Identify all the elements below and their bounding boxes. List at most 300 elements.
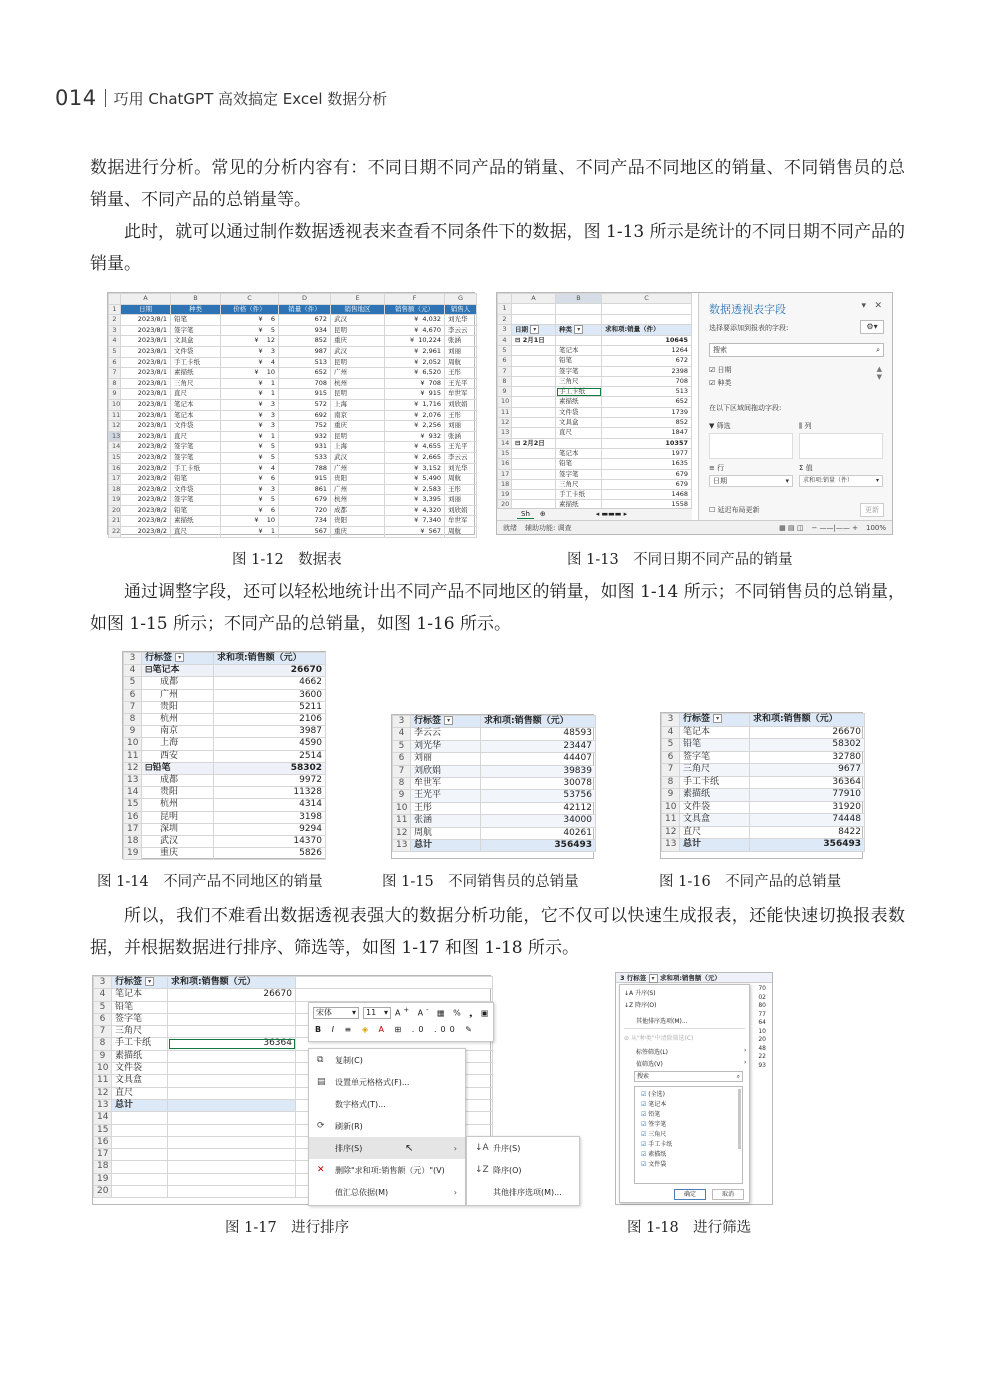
type-cell[interactable]: 文具盒 bbox=[171, 336, 221, 347]
row-number[interactable]: 7 bbox=[94, 1026, 112, 1038]
group-total[interactable]: 10357 bbox=[602, 438, 692, 448]
group-label[interactable]: ⊟铅笔 bbox=[142, 762, 214, 774]
row-value[interactable]: 36364 bbox=[168, 1038, 296, 1050]
region-cell[interactable]: 广州 bbox=[331, 484, 385, 495]
product-label[interactable]: 素描纸 bbox=[556, 500, 602, 510]
menu-refresh[interactable] bbox=[309, 1115, 465, 1137]
product-label[interactable]: 手工卡纸 bbox=[556, 490, 602, 500]
row-number[interactable]: 9 bbox=[124, 726, 142, 738]
column-header[interactable]: B bbox=[556, 294, 602, 304]
row-number[interactable]: 18 bbox=[109, 484, 121, 495]
ok-button[interactable]: 确定 bbox=[674, 1189, 706, 1200]
product-label[interactable]: 签字笔 bbox=[556, 366, 602, 376]
row-label[interactable] bbox=[112, 1149, 168, 1161]
product-label[interactable]: 笔记本 bbox=[556, 448, 602, 458]
region-cell[interactable]: 昆明 bbox=[331, 325, 385, 336]
date-cell[interactable]: 2023/8/1 bbox=[121, 389, 171, 400]
grand-total-label[interactable]: 总计 bbox=[411, 840, 481, 852]
value-header[interactable]: 求和项:销售额（元） bbox=[750, 714, 865, 727]
row-number[interactable]: 15 bbox=[109, 452, 121, 463]
filter-sort-asc[interactable] bbox=[624, 988, 656, 997]
quantity-cell[interactable]: 852 bbox=[279, 336, 331, 347]
type-cell[interactable]: 签字笔 bbox=[171, 325, 221, 336]
product-label[interactable]: 笔记本 bbox=[556, 345, 602, 355]
product-value[interactable]: 852 bbox=[602, 418, 692, 428]
filter-check-item[interactable] bbox=[641, 1110, 742, 1120]
region-label[interactable]: 成都 bbox=[142, 677, 214, 689]
row-number[interactable]: 12 bbox=[94, 1087, 112, 1099]
row-number[interactable]: 15 bbox=[94, 1124, 112, 1136]
amount-cell[interactable]: ¥ 4,670 bbox=[385, 325, 445, 336]
salesperson-cell[interactable]: 王光平 bbox=[445, 378, 477, 389]
row-label-header[interactable]: 行标签 ▾ bbox=[142, 653, 214, 665]
amount-cell[interactable]: ¥ 10,224 bbox=[385, 336, 445, 347]
price-cell[interactable]: ¥ 6 bbox=[221, 315, 279, 326]
salesperson-cell[interactable]: 王光平 bbox=[445, 442, 477, 453]
quantity-cell[interactable]: 572 bbox=[279, 399, 331, 410]
type-cell[interactable]: 铅笔 bbox=[171, 474, 221, 485]
product-label[interactable]: 三角尺 bbox=[556, 376, 602, 386]
product-value[interactable]: 1468 bbox=[602, 490, 692, 500]
update-button[interactable]: 更新 bbox=[860, 503, 884, 517]
row-value[interactable]: 42112 bbox=[481, 802, 596, 814]
region-cell[interactable]: 广州 bbox=[331, 368, 385, 379]
row-label[interactable]: 笔记本 bbox=[112, 989, 168, 1001]
row-label[interactable] bbox=[112, 1112, 168, 1124]
type-cell[interactable]: 文件袋 bbox=[171, 346, 221, 357]
row-number[interactable]: 9 bbox=[662, 789, 680, 802]
salesperson-cell[interactable]: 刘丽 bbox=[445, 346, 477, 357]
row-number[interactable]: 3 bbox=[393, 716, 411, 728]
header-cell[interactable]: 销售额（元） bbox=[385, 304, 445, 315]
row-label[interactable] bbox=[112, 1173, 168, 1185]
region-label[interactable]: 上海 bbox=[142, 738, 214, 750]
date-cell[interactable]: 2023/8/1 bbox=[121, 346, 171, 357]
filter-check-item[interactable] bbox=[641, 1100, 742, 1110]
empty-cell[interactable] bbox=[512, 428, 556, 438]
row-number[interactable]: 5 bbox=[124, 677, 142, 689]
empty-cell[interactable] bbox=[512, 459, 556, 469]
row-number[interactable]: 13 bbox=[94, 1099, 112, 1111]
product-value[interactable]: 1635 bbox=[602, 459, 692, 469]
row-number[interactable]: 12 bbox=[662, 826, 680, 839]
row-value[interactable] bbox=[168, 1026, 296, 1038]
region-cell[interactable]: 武汉 bbox=[331, 315, 385, 326]
region-label[interactable]: 重庆 bbox=[142, 848, 214, 860]
region-label[interactable]: 深圳 bbox=[142, 823, 214, 835]
row-label[interactable]: 牟世军 bbox=[411, 778, 481, 790]
row-number[interactable]: 18 bbox=[94, 1161, 112, 1173]
product-value[interactable]: 1558 bbox=[602, 500, 692, 510]
row-number[interactable]: 10 bbox=[109, 399, 121, 410]
row-value[interactable]: 26670 bbox=[168, 989, 296, 1001]
row-number[interactable]: 12 bbox=[498, 418, 512, 428]
header-cell[interactable]: 种类 bbox=[171, 304, 221, 315]
row-number[interactable]: 8 bbox=[109, 378, 121, 389]
date-cell[interactable]: 2023/8/2 bbox=[121, 527, 171, 538]
row-value[interactable] bbox=[168, 1136, 296, 1148]
empty-cell[interactable] bbox=[512, 407, 556, 417]
column-header[interactable]: C bbox=[221, 294, 279, 305]
product-value[interactable]: 652 bbox=[602, 397, 692, 407]
zoom-slider[interactable]: − ——|—— + bbox=[811, 523, 858, 532]
date-cell[interactable]: 2023/8/2 bbox=[121, 495, 171, 506]
region-label[interactable]: 贵阳 bbox=[142, 787, 214, 799]
menu-delete-field[interactable] bbox=[309, 1159, 465, 1181]
salesperson-cell[interactable]: 李云云 bbox=[445, 325, 477, 336]
row-label[interactable]: 签字笔 bbox=[680, 751, 750, 764]
row-number[interactable]: 19 bbox=[124, 848, 142, 860]
row-number[interactable]: 7 bbox=[124, 701, 142, 713]
type-cell[interactable]: 铅笔 bbox=[171, 505, 221, 516]
date-cell[interactable]: 2023/8/1 bbox=[121, 336, 171, 347]
empty-cell[interactable] bbox=[602, 304, 692, 314]
type-cell[interactable]: 笔记本 bbox=[171, 399, 221, 410]
row-number[interactable]: 19 bbox=[94, 1173, 112, 1185]
value-header[interactable]: 求和项:销售额（元） bbox=[214, 653, 326, 665]
salesperson-cell[interactable]: 牟世军 bbox=[445, 389, 477, 400]
region-label[interactable]: 武汉 bbox=[142, 836, 214, 848]
salesperson-cell[interactable]: 王彤 bbox=[445, 484, 477, 495]
menu-summarize-by[interactable] bbox=[309, 1181, 465, 1203]
row-label[interactable]: 文件袋 bbox=[112, 1063, 168, 1075]
row-label[interactable]: 王光平 bbox=[411, 790, 481, 802]
empty-cell[interactable] bbox=[512, 397, 556, 407]
salesperson-cell[interactable]: 李云云 bbox=[445, 452, 477, 463]
row-label[interactable]: 直尺 bbox=[112, 1087, 168, 1099]
row-value[interactable]: 53756 bbox=[481, 790, 596, 802]
area-filter-drop[interactable] bbox=[709, 433, 793, 459]
row-number[interactable]: 13 bbox=[393, 840, 411, 852]
value-header[interactable]: 求和项:销售额（元） bbox=[168, 977, 296, 989]
row-number[interactable]: 13 bbox=[498, 428, 512, 438]
pivot-header-type[interactable]: 种类 ▾ bbox=[556, 324, 602, 335]
row-number[interactable]: 12 bbox=[393, 827, 411, 839]
row-value[interactable] bbox=[168, 1001, 296, 1013]
pivot-header-value[interactable]: 求和项:销量（件） bbox=[602, 324, 692, 335]
row-number[interactable]: 15 bbox=[124, 799, 142, 811]
row-value[interactable]: 77910 bbox=[750, 789, 865, 802]
row-number[interactable]: 3 bbox=[124, 653, 142, 665]
row-label[interactable]: 总计 bbox=[112, 1099, 168, 1111]
row-value[interactable]: 44407 bbox=[481, 753, 596, 765]
filter-clear[interactable] bbox=[624, 1033, 693, 1042]
product-value[interactable]: 708 bbox=[602, 376, 692, 386]
quantity-cell[interactable]: 915 bbox=[279, 389, 331, 400]
row-label[interactable]: 文具盒 bbox=[112, 1075, 168, 1087]
amount-cell[interactable]: ¥ 2,076 bbox=[385, 410, 445, 421]
empty-cell[interactable] bbox=[512, 366, 556, 376]
row-number[interactable]: 5 bbox=[94, 1001, 112, 1013]
row-label[interactable]: 张涵 bbox=[411, 815, 481, 827]
product-value[interactable]: 2398 bbox=[602, 366, 692, 376]
product-value[interactable]: 679 bbox=[602, 479, 692, 489]
font-size-select[interactable] bbox=[363, 1007, 391, 1019]
filter-dropdown-icon[interactable]: ▾ bbox=[713, 714, 722, 723]
row-label-header[interactable]: 行标签 ▾ bbox=[112, 977, 168, 989]
row-number[interactable]: 11 bbox=[393, 815, 411, 827]
row-value[interactable] bbox=[168, 1013, 296, 1025]
row-number[interactable]: 1 bbox=[109, 304, 121, 315]
empty-cell[interactable] bbox=[512, 490, 556, 500]
salesperson-cell[interactable]: 刘欣娟 bbox=[445, 505, 477, 516]
submenu-ascending[interactable] bbox=[467, 1137, 579, 1159]
amount-cell[interactable]: ¥ 915 bbox=[385, 389, 445, 400]
quantity-cell[interactable]: 931 bbox=[279, 442, 331, 453]
row-number[interactable]: 10 bbox=[94, 1063, 112, 1075]
row-value[interactable] bbox=[168, 1186, 296, 1198]
sheet-tab[interactable]: Sh bbox=[517, 510, 534, 519]
product-label[interactable]: 签字笔 bbox=[556, 469, 602, 479]
filter-check-item[interactable] bbox=[641, 1130, 742, 1140]
row-value[interactable]: 32780 bbox=[750, 751, 865, 764]
row-number[interactable]: 20 bbox=[498, 500, 512, 510]
row-label[interactable] bbox=[112, 1186, 168, 1198]
row-label[interactable]: 铅笔 bbox=[112, 1001, 168, 1013]
row-number[interactable]: 8 bbox=[124, 714, 142, 726]
salesperson-cell[interactable]: 刘丽 bbox=[445, 495, 477, 506]
region-value[interactable]: 2514 bbox=[214, 750, 326, 762]
row-value[interactable] bbox=[168, 1149, 296, 1161]
row-number[interactable]: 17 bbox=[498, 469, 512, 479]
row-number[interactable]: 5 bbox=[662, 739, 680, 752]
price-cell[interactable]: ¥ 6 bbox=[221, 474, 279, 485]
row-value[interactable] bbox=[168, 1161, 296, 1173]
filter-check-item[interactable] bbox=[641, 1140, 742, 1150]
empty-cell[interactable] bbox=[512, 356, 556, 366]
row-number[interactable]: 9 bbox=[109, 389, 121, 400]
header-cell[interactable]: 日期 bbox=[121, 304, 171, 315]
gear-icon[interactable]: ⚙▾ bbox=[860, 320, 884, 334]
group-label[interactable]: ⊟ 2月1日 bbox=[512, 335, 556, 345]
region-cell[interactable]: 贵阳 bbox=[331, 474, 385, 485]
region-value[interactable]: 4314 bbox=[214, 799, 326, 811]
row-number[interactable]: 11 bbox=[94, 1075, 112, 1087]
row-number[interactable]: 16 bbox=[109, 463, 121, 474]
filter-dropdown-icon[interactable]: ▾ bbox=[574, 325, 583, 334]
view-icons[interactable]: ▦ ▤ ◫ bbox=[779, 523, 804, 532]
type-cell[interactable]: 手工卡纸 bbox=[171, 463, 221, 474]
row-label[interactable]: 李云云 bbox=[411, 728, 481, 740]
empty-cell[interactable] bbox=[512, 418, 556, 428]
row-number[interactable]: 11 bbox=[498, 407, 512, 417]
row-label[interactable]: 铅笔 bbox=[680, 739, 750, 752]
row-number[interactable]: 7 bbox=[662, 764, 680, 777]
region-label[interactable]: 杭州 bbox=[142, 714, 214, 726]
area-columns-drop[interactable] bbox=[799, 433, 883, 459]
row-number[interactable]: 7 bbox=[109, 368, 121, 379]
row-number[interactable]: 6 bbox=[124, 689, 142, 701]
row-label[interactable]: 王彤 bbox=[411, 802, 481, 814]
product-label[interactable]: 文具盒 bbox=[556, 418, 602, 428]
type-cell[interactable]: 文件袋 bbox=[171, 484, 221, 495]
salesperson-cell[interactable]: 张涵 bbox=[445, 431, 477, 442]
empty-cell[interactable] bbox=[556, 438, 602, 448]
row-number[interactable]: 3 bbox=[109, 325, 121, 336]
amount-cell[interactable]: ¥ 2,961 bbox=[385, 346, 445, 357]
region-label[interactable]: 贵阳 bbox=[142, 701, 214, 713]
type-cell[interactable]: 素描纸 bbox=[171, 368, 221, 379]
column-header[interactable]: C bbox=[602, 294, 692, 304]
row-number[interactable]: 9 bbox=[498, 387, 512, 397]
row-label[interactable]: 手工卡纸 bbox=[112, 1038, 168, 1050]
product-value[interactable]: 672 bbox=[602, 356, 692, 366]
quantity-cell[interactable]: 513 bbox=[279, 357, 331, 368]
region-value[interactable]: 11328 bbox=[214, 787, 326, 799]
row-label[interactable]: 文具盒 bbox=[680, 814, 750, 827]
empty-cell[interactable] bbox=[512, 469, 556, 479]
quantity-cell[interactable]: 692 bbox=[279, 410, 331, 421]
date-cell[interactable]: 2023/8/2 bbox=[121, 484, 171, 495]
date-cell[interactable]: 2023/8/1 bbox=[121, 357, 171, 368]
quantity-cell[interactable]: 652 bbox=[279, 368, 331, 379]
region-cell[interactable]: 昆明 bbox=[331, 389, 385, 400]
status-accessibility[interactable]: 辅助功能: 调查 bbox=[525, 523, 572, 532]
price-cell[interactable]: ¥ 5 bbox=[221, 325, 279, 336]
header-cell[interactable]: 价格（件） bbox=[221, 304, 279, 315]
empty-cell[interactable] bbox=[556, 304, 602, 314]
empty-cell[interactable] bbox=[296, 977, 493, 989]
row-number[interactable]: 9 bbox=[94, 1050, 112, 1062]
row-label[interactable] bbox=[112, 1161, 168, 1173]
product-label[interactable]: 直尺 bbox=[556, 428, 602, 438]
row-number[interactable]: 10 bbox=[662, 801, 680, 814]
type-cell[interactable]: 直尺 bbox=[171, 431, 221, 442]
row-value[interactable]: 31920 bbox=[750, 801, 865, 814]
region-cell[interactable]: 昆明 bbox=[331, 431, 385, 442]
filter-more-sort[interactable]: 其他排序选项(M)... bbox=[636, 1018, 688, 1025]
column-header[interactable]: G bbox=[445, 294, 477, 305]
row-value[interactable]: 58302 bbox=[750, 739, 865, 752]
salesperson-cell[interactable]: 牟世军 bbox=[445, 516, 477, 527]
row-number[interactable]: 6 bbox=[94, 1013, 112, 1025]
product-label[interactable]: 铅笔 bbox=[556, 356, 602, 366]
row-number[interactable]: 4 bbox=[662, 726, 680, 739]
date-cell[interactable]: 2023/8/2 bbox=[121, 442, 171, 453]
filter-search-input[interactable] bbox=[634, 1071, 743, 1082]
menu-format-cells[interactable] bbox=[309, 1071, 465, 1093]
quantity-cell[interactable]: 788 bbox=[279, 463, 331, 474]
price-cell[interactable]: ¥ 1 bbox=[221, 431, 279, 442]
region-label[interactable]: 南京 bbox=[142, 726, 214, 738]
chevron-down-icon[interactable]: ▾ bbox=[861, 301, 866, 311]
price-cell[interactable]: ¥ 1 bbox=[221, 389, 279, 400]
group-total[interactable]: 10645 bbox=[602, 335, 692, 345]
salesperson-cell[interactable]: 周航 bbox=[445, 474, 477, 485]
filter-dropdown-icon[interactable]: ▾ bbox=[530, 325, 539, 334]
row-number[interactable]: 14 bbox=[124, 787, 142, 799]
date-cell[interactable]: 2023/8/2 bbox=[121, 463, 171, 474]
amount-cell[interactable]: ¥ 567 bbox=[385, 527, 445, 538]
row-number[interactable]: 11 bbox=[109, 410, 121, 421]
date-cell[interactable]: 2023/8/1 bbox=[121, 421, 171, 432]
product-value[interactable]: 1977 bbox=[602, 448, 692, 458]
group-label[interactable]: ⊟ 2月2日 bbox=[512, 438, 556, 448]
row-number[interactable]: 10 bbox=[498, 397, 512, 407]
row-value[interactable]: 39839 bbox=[481, 765, 596, 777]
amount-cell[interactable]: ¥ 708 bbox=[385, 378, 445, 389]
row-number[interactable]: 4 bbox=[109, 336, 121, 347]
region-cell[interactable]: 重庆 bbox=[331, 336, 385, 347]
region-value[interactable]: 4590 bbox=[214, 738, 326, 750]
region-cell[interactable]: 昆明 bbox=[331, 357, 385, 368]
salesperson-cell[interactable]: 刘光华 bbox=[445, 463, 477, 474]
region-value[interactable]: 3198 bbox=[214, 811, 326, 823]
date-cell[interactable]: 2023/8/1 bbox=[121, 399, 171, 410]
grand-total-value[interactable]: 356493 bbox=[481, 840, 596, 852]
amount-cell[interactable]: ¥ 6,520 bbox=[385, 368, 445, 379]
add-sheet-icon[interactable]: ⊕ bbox=[539, 510, 546, 518]
price-cell[interactable]: ¥ 5 bbox=[221, 495, 279, 506]
toolbar-row-1-icons[interactable]: A+ A- ▦ % ❟ ▣ bbox=[395, 1006, 492, 1018]
row-number[interactable]: 14 bbox=[109, 442, 121, 453]
row-label[interactable]: 签字笔 bbox=[112, 1013, 168, 1025]
row-value[interactable] bbox=[168, 1050, 296, 1062]
row-number[interactable]: 14 bbox=[498, 438, 512, 448]
type-cell[interactable]: 直尺 bbox=[171, 527, 221, 538]
region-cell[interactable]: 广州 bbox=[331, 463, 385, 474]
row-value[interactable]: 9677 bbox=[750, 764, 865, 777]
empty-cell[interactable] bbox=[602, 314, 692, 324]
region-cell[interactable]: 上海 bbox=[331, 399, 385, 410]
field-list-scroll[interactable]: ▲ ▼ bbox=[876, 365, 882, 381]
amount-cell[interactable]: ¥ 3,152 bbox=[385, 463, 445, 474]
region-cell[interactable]: 武汉 bbox=[331, 346, 385, 357]
filter-label-filter[interactable] bbox=[636, 1047, 747, 1056]
row-number[interactable]: 22 bbox=[109, 527, 121, 538]
row-number[interactable]: 16 bbox=[498, 459, 512, 469]
price-cell[interactable]: ¥ 3 bbox=[221, 410, 279, 421]
quantity-cell[interactable]: 533 bbox=[279, 452, 331, 463]
row-number[interactable]: 13 bbox=[109, 431, 121, 442]
row-number[interactable]: 1 bbox=[498, 304, 512, 314]
amount-cell[interactable]: ¥ 1,716 bbox=[385, 399, 445, 410]
salesperson-cell[interactable]: 张涵 bbox=[445, 336, 477, 347]
select-all-corner[interactable] bbox=[498, 294, 512, 304]
region-value[interactable]: 5211 bbox=[214, 701, 326, 713]
row-number[interactable]: 4 bbox=[498, 335, 512, 345]
price-cell[interactable]: ¥ 5 bbox=[221, 442, 279, 453]
empty-cell[interactable] bbox=[512, 304, 556, 314]
row-number[interactable]: 19 bbox=[498, 490, 512, 500]
row-number[interactable]: 8 bbox=[662, 776, 680, 789]
filter-check-item[interactable] bbox=[641, 1120, 742, 1130]
row-value[interactable] bbox=[168, 1063, 296, 1075]
type-cell[interactable]: 签字笔 bbox=[171, 495, 221, 506]
row-value[interactable] bbox=[168, 1124, 296, 1136]
empty-cell[interactable] bbox=[512, 314, 556, 324]
date-cell[interactable]: 2023/8/2 bbox=[121, 505, 171, 516]
row-number[interactable]: 21 bbox=[109, 516, 121, 527]
row-number[interactable]: 4 bbox=[393, 728, 411, 740]
row-value[interactable]: 23447 bbox=[481, 740, 596, 752]
field-item-type[interactable]: ☑ 种类 bbox=[709, 379, 732, 387]
date-cell[interactable]: 2023/8/2 bbox=[121, 474, 171, 485]
amount-cell[interactable]: ¥ 932 bbox=[385, 431, 445, 442]
region-cell[interactable]: 贵阳 bbox=[331, 516, 385, 527]
empty-cell[interactable] bbox=[512, 345, 556, 355]
value-field-chip[interactable] bbox=[799, 475, 883, 487]
column-header[interactable]: B bbox=[171, 294, 221, 305]
region-label[interactable]: 杭州 bbox=[142, 799, 214, 811]
region-value[interactable]: 9294 bbox=[214, 823, 326, 835]
horizontal-scrollbar[interactable]: ◂ ▬▬▬ ▸ bbox=[595, 510, 628, 518]
amount-cell[interactable]: ¥ 4,032 bbox=[385, 315, 445, 326]
row-number[interactable]: 17 bbox=[124, 823, 142, 835]
price-cell[interactable]: ¥ 10 bbox=[221, 516, 279, 527]
date-cell[interactable]: 2023/8/1 bbox=[121, 431, 171, 442]
region-label[interactable]: 成都 bbox=[142, 775, 214, 787]
